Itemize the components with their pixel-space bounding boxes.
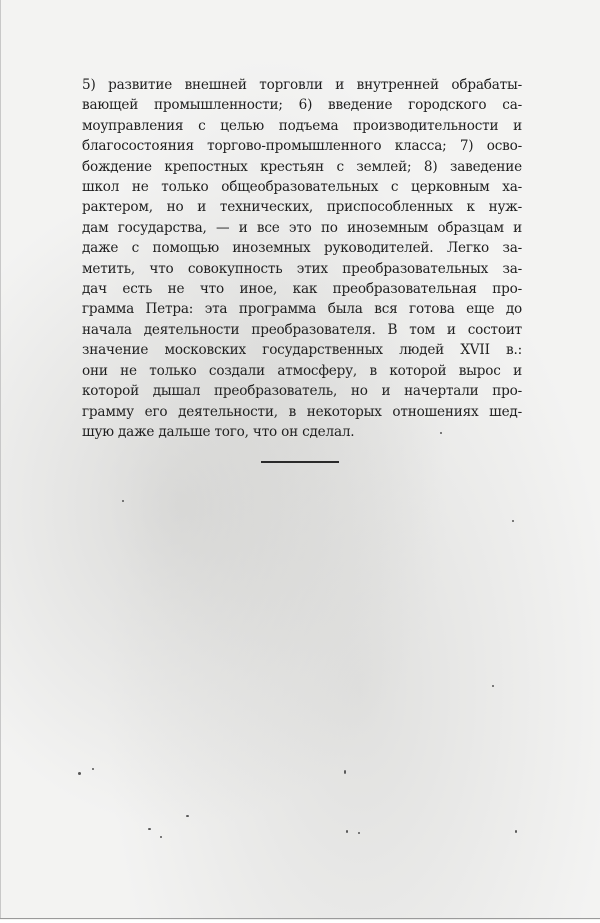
text-line: моуправления с целью подъема производительности и [82,117,522,134]
scan-speck [440,432,442,434]
scan-speck [512,520,514,522]
scan-speck [358,832,360,834]
text-line: рактером, но и технических, приспособленных к нуж- [82,199,522,216]
text-line: начала деятельности преобразователя. В том и состоит [82,321,522,338]
page-edge-bottom [0,918,600,919]
text-line: они не только создали атмосферу, в которой вырос и [82,362,522,379]
text-line: дач есть не что иное, как преобразовательная про- [82,281,522,298]
text-line: значение московских государственных людей XVII в.: [82,342,522,359]
scan-speck [92,768,94,770]
text-line: 5) развитие внешней торговли и внутренней обрабаты- [82,77,522,93]
scan-speck [492,685,494,687]
text-line: грамма Петра: эта программа была вся готова еще до [82,301,522,318]
page-edge-left [0,0,1,919]
text-line: дам государства, — и все это по иноземным образцам и [82,219,522,236]
text-line: благосостояния торгово-промышленного класса; 7) осво- [82,138,522,155]
text-line: вающей промышленности; 6) введение городского са- [82,97,522,114]
scan-speck [515,830,517,833]
scan-speck [122,500,124,502]
text-line: шую даже дальше того, что он сделал. [82,423,355,440]
scan-speck [186,815,189,817]
text-line: которой дышал преобразователь, но и начертали про- [82,383,522,400]
text-line: бождение крепостных крестьян с землей; 8) заведение [82,158,522,175]
text-line: метить, что совокупность этих преобразовательных за- [82,260,522,277]
scan-speck [148,828,151,830]
scan-speck [346,830,348,833]
body-paragraph [82,75,522,442]
text-line: грамму его деятельности, в некоторых отношениях шед- [82,403,522,420]
text-line: школ не только общеобразовательных с церковным ха- [82,179,522,196]
section-separator-rule [261,461,339,463]
text-line: даже с помощью иноземных руководителей. Легко за- [82,240,522,257]
scan-speck [78,772,81,775]
scan-speck [344,770,346,774]
scan-speck [160,836,162,838]
